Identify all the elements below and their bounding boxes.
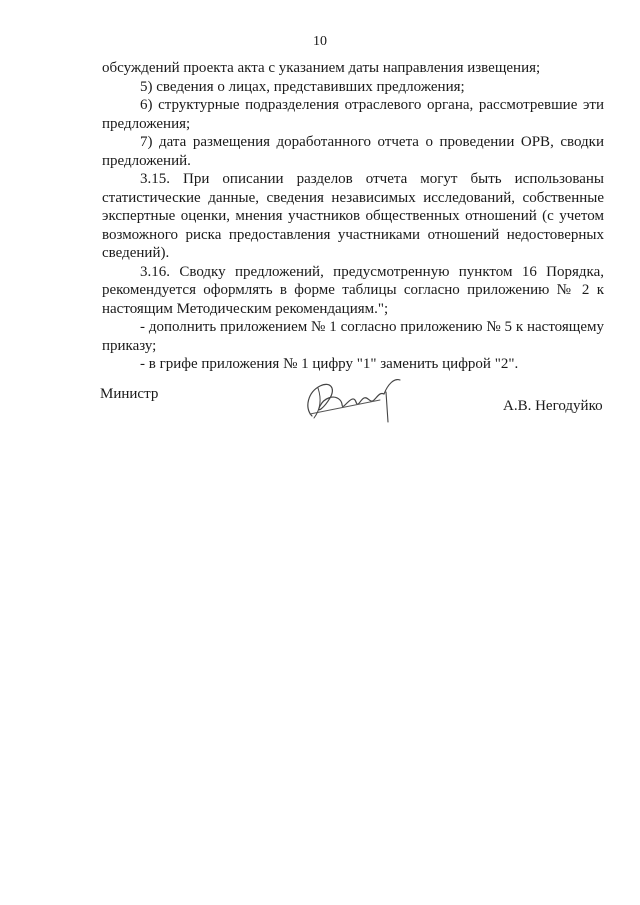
page-number: 10 xyxy=(313,34,327,49)
paragraph-1: обсуждений проекта акта с указанием даты направления извещения; xyxy=(102,60,541,76)
paragraph-5: 3.15. При описании разделов отчета могут быть использованы статистические данные, сведения независимых исследований, собственные экспертные оценки, мнения участников общественных отношений (с учетом возможного риска предоставления участниками отношений недостоверных сведений). xyxy=(102,171,604,261)
paragraph-3: 6) структурные подразделения отраслевого органа, рассмотревшие эти предложения; xyxy=(102,97,604,132)
paragraph-6: 3.16. Сводку предложений, предусмотренную пунктом 16 Порядка, рекомендуется оформлять в форме таблицы согласно приложению № 2 к настоящим Методическим рекомендациям."; xyxy=(102,263,604,317)
paragraph-4: 7) дата размещения доработанного отчета о проведении ОРВ, сводки предложений. xyxy=(102,134,604,169)
paragraph-7: - дополнить приложением № 1 согласно приложению № 5 к настоящему приказу; xyxy=(102,319,604,354)
signatory-title: Министр xyxy=(100,386,159,402)
paragraph-8: - в грифе приложения № 1 цифру "1" заменить цифрой "2". xyxy=(140,356,519,372)
document-body xyxy=(102,59,604,374)
signatory-name: А.В. Негодуйко xyxy=(503,398,603,414)
handwritten-signature xyxy=(290,370,410,430)
paragraph-2: 5) сведения о лицах, представивших предложения; xyxy=(140,78,465,95)
